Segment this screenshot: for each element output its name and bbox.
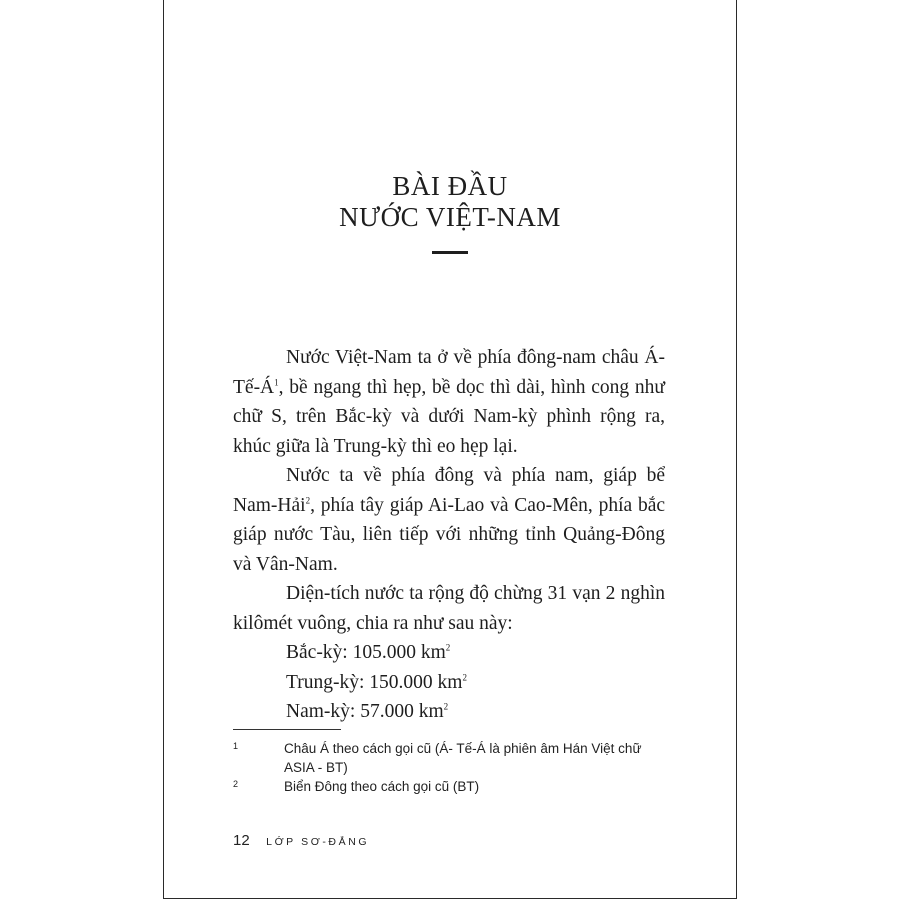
area-bac-ky [286,638,665,668]
paragraph-2 [233,461,665,579]
area-unit-sup: 2 [445,642,451,653]
chapter-title-line2: NƯỚC VIỆT-NAM [339,202,561,232]
area-unit-sup: 2 [462,672,467,682]
footnotes [233,739,673,796]
footnote-ref-2: 2 [305,495,311,505]
page-footer [233,832,369,850]
paragraph-2-text: Nước ta về phía đông và phía nam, giáp bể Nam-Hải [233,465,665,516]
footnote-number: 2 [233,779,239,789]
footnote-1 [233,739,673,777]
area-trung-ky [286,668,665,698]
chapter-title-line1: BÀI ĐẦU [392,171,508,201]
title-divider [432,251,468,254]
footnote-separator [233,729,341,730]
paragraph-3: Diện-tích nước ta rộng độ chừng 31 vạn 2 nghìn kilômét vuông, chia ra như sau này: [233,583,665,634]
paragraph-1-rest: , bề ngang thì hẹp, bề dọc thì dài, hình cong như chữ S, trên Bắc-kỳ và dưới Nam-kỳ phình rộng ra, khúc giữa là Trung-kỳ thì eo hẹp lại. [233,376,665,457]
area-label: Trung-kỳ: 150.000 km [286,671,463,693]
footnote-text: Biển Đông theo cách gọi cũ (BT) [284,779,480,794]
footnote-2 [233,777,673,796]
area-label: Bắc-kỳ: 105.000 km [286,642,446,663]
area-nam-ky [286,697,665,727]
paragraph-1-text: Nước Việt-Nam ta ở về phía đông-nam châu Á-Tế-Á [233,347,665,398]
book-page [163,0,737,899]
footnote-ref-1: 1 [274,377,279,387]
area-unit-sup: 2 [443,701,449,712]
running-head: LỚP SƠ-ĐẲNG [266,836,370,848]
paragraph-2-rest: , phía tây giáp Ai-Lao và Cao-Mên, phía bắc giáp nước Tàu, liên tiếp với những tỉnh Quảng-Đông và Vân-Nam. [233,494,665,575]
footnote-text: Châu Á theo cách gọi cũ (Á- Tế-Á là phiên âm Hán Việt chữ ASIA - BT) [284,741,642,775]
area-label: Nam-kỳ: 57.000 km [286,701,444,722]
body-text [233,343,665,727]
footnote-number: 1 [233,741,239,751]
page-number: 12 [233,832,250,849]
paragraph-1 [233,343,665,461]
